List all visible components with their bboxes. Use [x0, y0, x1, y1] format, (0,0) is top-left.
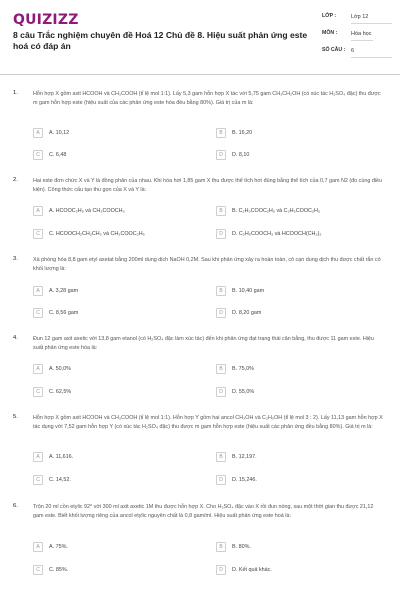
option-a[interactable]	[33, 450, 197, 463]
option-c[interactable]	[33, 306, 197, 319]
option-c[interactable]	[33, 385, 197, 398]
class-row	[322, 13, 392, 24]
option-text: A. 10,12	[49, 129, 70, 136]
option-key: D	[216, 150, 226, 160]
quizizz-logo: QUIZIZZ	[13, 12, 79, 28]
option-d[interactable]	[216, 227, 380, 240]
class-value: Lớp 12	[351, 13, 392, 24]
option-text: A. HCOOC₂H₅ và CH₃COOCH₃	[49, 207, 125, 214]
option-key: D	[216, 475, 226, 485]
option-text: C. 62,5%	[49, 388, 72, 395]
option-text: D. C₂H₅COOCH₃ và HCOOCH(CH₃)₂	[232, 230, 322, 237]
option-key: C	[33, 229, 43, 239]
count-label: SỐ CÂU :	[322, 47, 346, 53]
question-text: Hai este đơn chức X và Y là đồng phân của nhau. Khi hóa hơi 1,85 gam X thu được thể tích hơi đúng bằng thể tích của 0,7 gam N2 (đo cùng điều kiện). Công thức cấu tạo thu gọn của X và Y là:	[33, 178, 383, 193]
option-b[interactable]	[216, 362, 380, 375]
option-text: D. 15,246.	[232, 476, 257, 483]
question-number: 3.	[13, 256, 18, 262]
subject-label: MÔN :	[322, 30, 338, 36]
question-number: 4.	[13, 335, 18, 341]
option-text: C. HCOOCH₂CH₂CH₃ và CH₃COOC₂H₅	[49, 230, 145, 237]
option-text: A. 3,28 gam	[49, 287, 79, 294]
option-text: D. 55,0%	[232, 388, 255, 395]
option-c[interactable]	[33, 148, 197, 161]
option-c[interactable]	[33, 563, 197, 576]
option-key: D	[216, 229, 226, 239]
option-a[interactable]	[33, 126, 197, 139]
count-value: 6	[351, 47, 392, 58]
option-text: A. 11,616.	[49, 453, 74, 460]
option-b[interactable]	[216, 540, 380, 553]
option-text: B. 12,197.	[232, 453, 257, 460]
option-text: D. Kết quả khác.	[232, 566, 272, 573]
option-text: C. 14,52.	[49, 476, 71, 483]
option-a[interactable]	[33, 204, 197, 217]
question-text: Trộn 20 ml cồn etylic 92⁰ với 300 ml axit axetic 1M thu được hỗn hợp X. Cho H₂SO₄ đặc vào X rồi đun nóng, sau một thời gian thu được 21,12 gam este. Biết khối lượng riêng của ancol etylic nguyên chất là 0,8 gam/ml. Hiệu suất phản ứng este hoá là:	[33, 504, 374, 519]
option-d[interactable]	[216, 385, 380, 398]
option-text: C. 8,56 gam	[49, 309, 79, 316]
worksheet-meta	[322, 13, 392, 64]
option-c[interactable]	[33, 473, 197, 486]
option-text: C. 85%.	[49, 566, 69, 573]
option-key: A	[33, 542, 43, 552]
option-text: C. 6,48	[49, 151, 67, 158]
option-d[interactable]	[216, 306, 380, 319]
count-row	[322, 47, 392, 58]
option-key: D	[216, 565, 226, 575]
worksheet-title: 8 câu Trắc nghiệm chuyên đề Hoá 12 Chủ đề 8. Hiệu suất phản ứng este hoá có đáp án	[13, 30, 308, 51]
option-key: C	[33, 475, 43, 485]
option-text: A. 50,0%	[49, 365, 71, 372]
option-key: B	[216, 128, 226, 138]
subject-row	[322, 30, 392, 41]
option-key: A	[33, 206, 43, 216]
option-key: B	[216, 364, 226, 374]
question-text: Đun 12 gam axit axetic với 13,8 gam etanol (có H₂SO₄ đặc làm xúc tác) đến khi phản ứng đạt trạng thái cân bằng, thu được 11 gam este. Hiệu suất phản ứng este hóa là:	[33, 336, 374, 351]
option-text: B. 80%.	[232, 543, 251, 550]
option-key: B	[216, 452, 226, 462]
option-key: B	[216, 542, 226, 552]
option-text: A. 75%.	[49, 543, 68, 550]
option-text: D. 8,20 gam	[232, 309, 262, 316]
option-d[interactable]	[216, 148, 380, 161]
option-b[interactable]	[216, 126, 380, 139]
option-d[interactable]	[216, 563, 380, 576]
worksheet-header	[0, 0, 400, 74]
question-text: Hỗn hợp X gồm axit HCOOH và CH₃COOH (tỉ lệ mol 1:1). Lấy 5,3 gam hỗn hợp X tác với 5,75 gam CH₃CH₂OH (có xúc tác H₂SO₄ đặc) thu được m gam hỗn hợp este (hiệu suất của các phản ứng este hóa đều bằng 80%). Giá trị của m là:	[33, 91, 381, 106]
option-key: B	[216, 206, 226, 216]
question-number: 2.	[13, 177, 18, 183]
option-a[interactable]	[33, 540, 197, 553]
question-number: 5.	[13, 414, 18, 420]
question-number: 1.	[13, 90, 18, 96]
option-text: D. 8,10	[232, 151, 250, 158]
option-text: B. 16,20	[232, 129, 253, 136]
option-text: B. C₂H₃COOC₂H₅ và C₂H₅COOC₂H₃	[232, 207, 321, 214]
option-key: A	[33, 452, 43, 462]
option-b[interactable]	[216, 204, 380, 217]
option-text: B. 10,40 gam	[232, 287, 265, 294]
subject-value: Hóa học	[351, 30, 373, 41]
option-key: C	[33, 308, 43, 318]
option-a[interactable]	[33, 362, 197, 375]
option-key: D	[216, 308, 226, 318]
header-divider	[0, 74, 400, 75]
question-text: Hỗn hợp X gồm axit HCOOH và CH₃COOH (tỉ lệ mol 1:1). Hỗn hợp Y gồm hai ancol CH₃OH và C₂H₅OH (tỉ lệ mol 3 : 2). Lấy 11,13 gam hỗn hợp X tác dụng với 7,52 gam hỗn hợp Y (có xúc tác H₂SO₄ đặc) thu được m gam hỗn hợp este (hiệu suất các phản ứng đều bằng 80%). Giá trị m là:	[33, 415, 383, 430]
option-key: A	[33, 364, 43, 374]
option-key: A	[33, 128, 43, 138]
question-number: 6.	[13, 503, 18, 509]
option-key: C	[33, 387, 43, 397]
option-key: D	[216, 387, 226, 397]
option-key: B	[216, 286, 226, 296]
option-key: C	[33, 150, 43, 160]
class-label: LỚP :	[322, 13, 337, 19]
option-a[interactable]	[33, 284, 197, 297]
option-key: A	[33, 286, 43, 296]
option-b[interactable]	[216, 284, 380, 297]
option-text: B. 75,0%	[232, 365, 254, 372]
option-d[interactable]	[216, 473, 380, 486]
option-c[interactable]	[33, 227, 197, 240]
option-b[interactable]	[216, 450, 380, 463]
question-text: Xà phòng hóa 8,8 gam etyl axetat bằng 200ml dung dịch NaOH 0,2M. Sau khi phản ứng xảy ra hoàn toàn, cô cạn dung dịch thu được chất rắn có khối lượng là:	[33, 257, 381, 272]
option-key: C	[33, 565, 43, 575]
